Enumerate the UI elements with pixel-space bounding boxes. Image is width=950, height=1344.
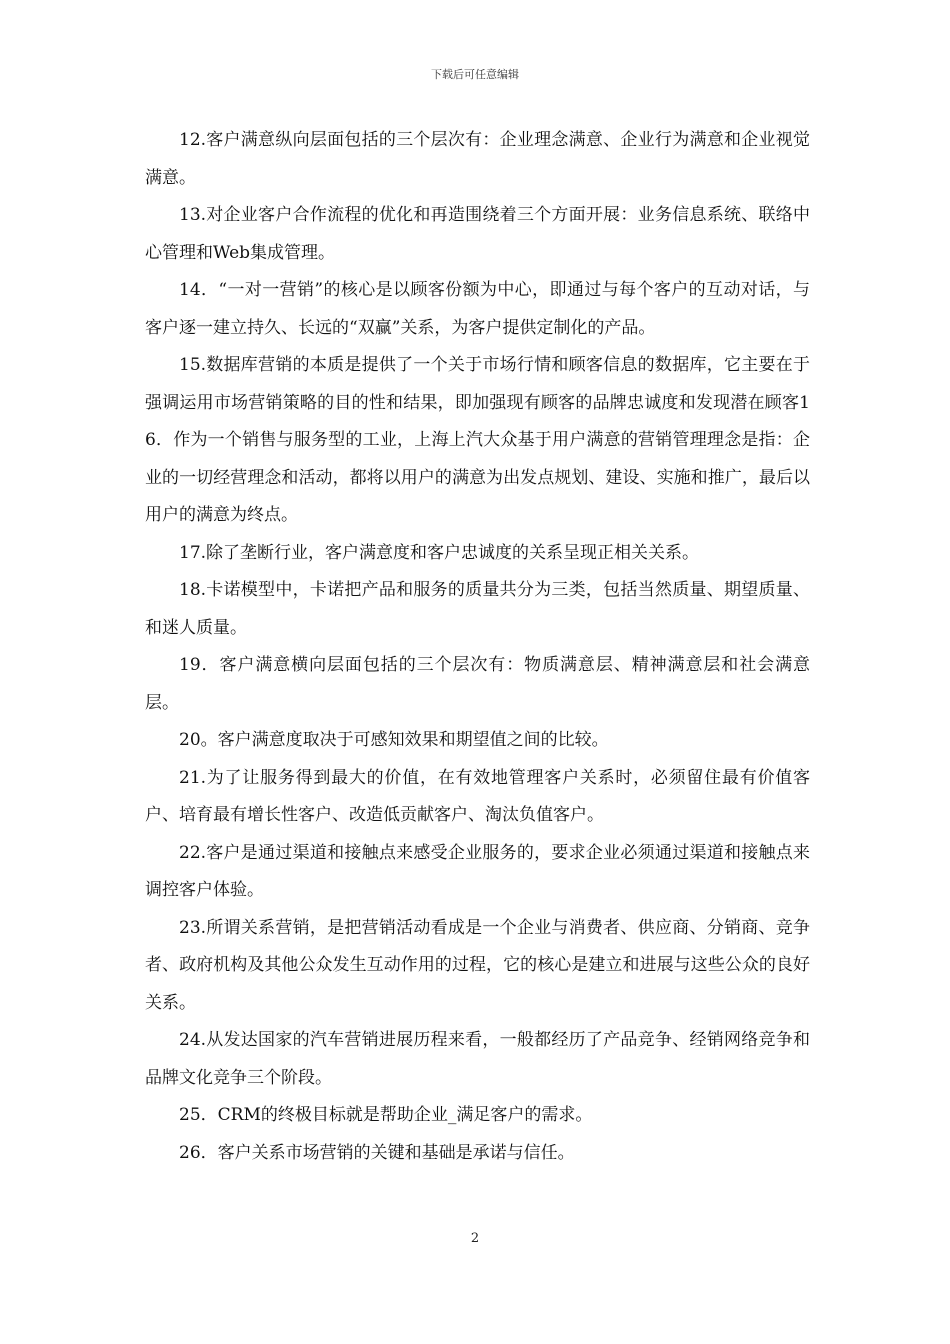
paragraph-15-16: 15.数据库营销的本质是提供了一个关于市场行情和顾客信息的数据库，它主要在于强调运用市场营销策略的目的性和结果，即加强现有顾客的品牌忠诚度和发现潜在顾客16．作为一个销售与服务型的工业，上海上汽大众基于用户满意的营销管理理念是指：企业的一切经营理念和活动，都将以用户的满意为出发点规划、建设、实施和推广，最后以用户的满意为终点。 — [145, 355, 810, 525]
paragraph-26: 26．客户关系市场营销的关键和基础是承诺与信任。 — [179, 1142, 575, 1163]
paragraph-18: 18.卡诺模型中，卡诺把产品和服务的质量共分为三类，包括当然质量、期望质量、和迷人质量。 — [145, 580, 810, 638]
page-number: 2 — [470, 1231, 480, 1246]
paragraph-13: 13.对企业客户合作流程的优化和再造围绕着三个方面开展：业务信息系统、联络中心管理和Web集成管理。 — [145, 205, 810, 263]
paragraph-14: 14．“一对一营销”的核心是以顾客份额为中心，即通过与每个客户的互动对话，与客户逐一建立持久、长远的“双赢”关系，为客户提供定制化的产品。 — [145, 280, 810, 338]
paragraph-20: 20。客户满意度取决于可感知效果和期望值之间的比较。 — [179, 730, 609, 750]
paragraph-17: 17.除了垄断行业，客户满意度和客户忠诚度的关系呈现正相关关系。 — [179, 542, 700, 563]
paragraph-22: 22.客户是通过渠道和接触点来感受企业服务的，要求企业必须通过渠道和接触点来调控客户体验。 — [145, 842, 810, 900]
document-body — [145, 122, 810, 1172]
paragraph-19: 19．客户满意横向层面包括的三个层次有：物质满意层、精神满意层和社会满意层。 — [145, 655, 810, 713]
paragraph-12: 12.客户满意纵向层面包括的三个层次有：企业理念满意、企业行为满意和企业视觉满意。 — [145, 130, 810, 188]
paragraph-23: 23.所谓关系营销，是把营销活动看成是一个企业与消费者、供应商、分销商、竞争者、政府机构及其他公众发生互动作用的过程，它的核心是建立和进展与这些公众的良好关系。 — [145, 917, 810, 1013]
paragraph-25: 25．CRM的终极目标就是帮助企业_满足客户的需求。 — [179, 1105, 593, 1125]
paragraph-21: 21.为了让服务得到最大的价值，在有效地管理客户关系时，必须留住最有价值客户、培育最有增长性客户、改造低贡献客户、淘汰负值客户。 — [145, 767, 810, 825]
paragraph-24: 24.从发达国家的汽车营销进展历程来看，一般都经历了产品竞争、经销网络竞争和品牌文化竞争三个阶段。 — [145, 1030, 810, 1088]
page-header: 下载后可任意编辑 — [431, 68, 519, 81]
